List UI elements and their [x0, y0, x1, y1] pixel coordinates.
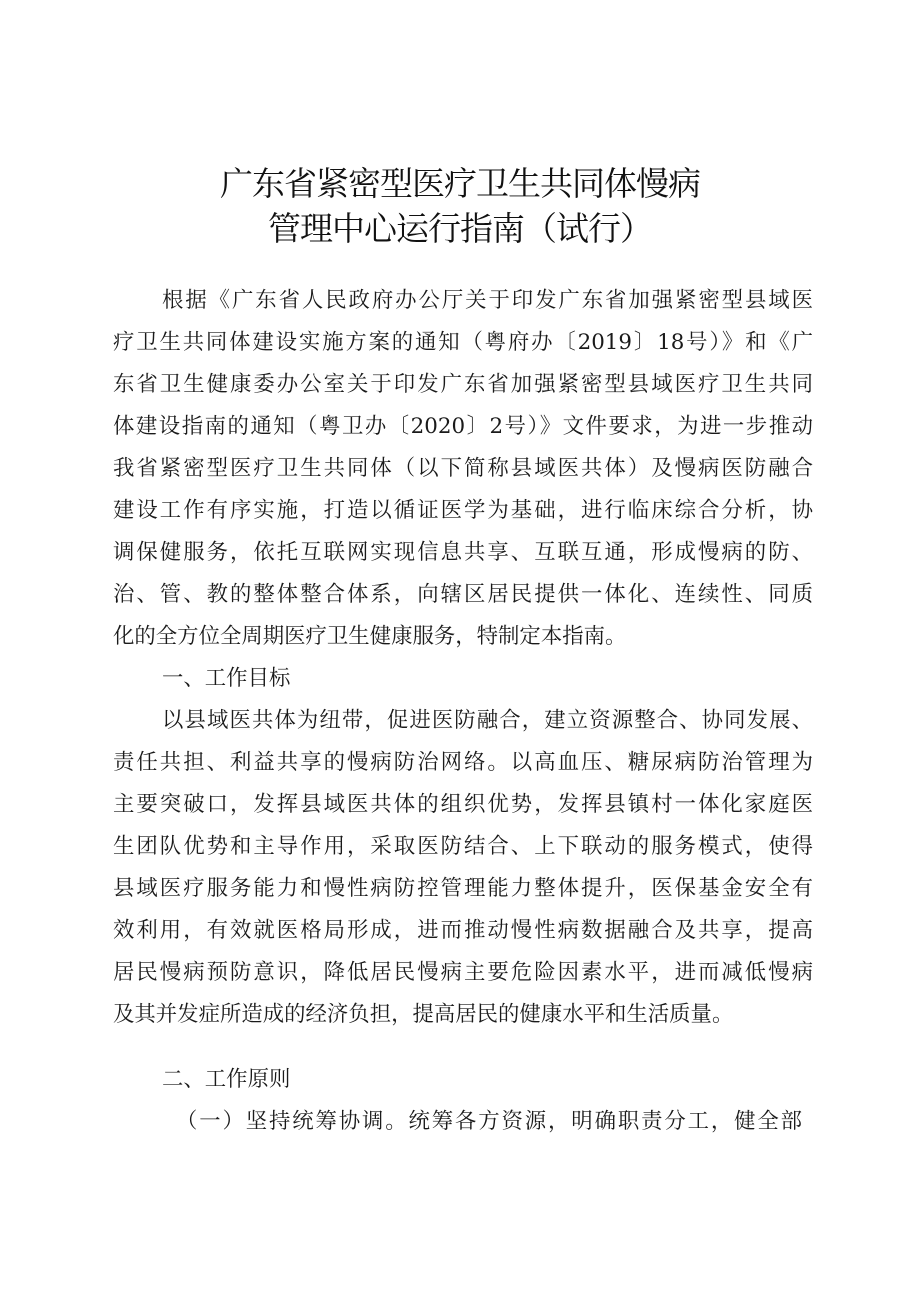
- paragraph-line: 责任共担、利益共享的慢病防治网络。以高血压、糖尿病防治管理为: [113, 750, 813, 775]
- paragraph-line: 化的全方位全周期医疗卫生健康服务，特制定本指南。: [113, 624, 627, 649]
- section-heading: 二、工作原则: [162, 1067, 291, 1092]
- paragraph-line: 建设工作有序实施，打造以循证医学为基础，进行临床综合分析，协: [113, 498, 813, 523]
- document-title-line-2: 管理中心运行指南（试行）: [268, 209, 652, 248]
- paragraph-line: 根据《广东省人民政府办公厅关于印发广东省加强紧密型县域医: [162, 288, 813, 313]
- paragraph-line: 主要突破口，发挥县域医共体的组织优势，发挥县镇村一体化家庭医: [113, 792, 813, 817]
- document-title-line-1: 广东省紧密型医疗卫生共同体慢病: [220, 164, 700, 203]
- paragraph-line: 居民慢病预防意识，降低居民慢病主要危险因素水平，进而减低慢病: [113, 960, 813, 985]
- paragraph-line: 体建设指南的通知（粤卫办〔2020〕2号）》文件要求，为进一步推动: [113, 414, 813, 439]
- paragraph-line: 调保健服务，依托互联网实现信息共享、互联互通，形成慢病的防、: [113, 540, 813, 565]
- paragraph-line: 东省卫生健康委办公室关于印发广东省加强紧密型县域医疗卫生共同: [113, 372, 813, 397]
- paragraph-line: （一）坚持统筹协调。统筹各方资源，明确职责分工，健全部: [176, 1109, 802, 1134]
- paragraph-line: 以县域医共体为纽带，促进医防融合，建立资源整合、协同发展、: [162, 708, 813, 733]
- section-heading: 一、工作目标: [162, 666, 291, 691]
- paragraph-line: 生团队优势和主导作用，采取医防结合、上下联动的服务模式，使得: [113, 834, 813, 859]
- paragraph-line: 及其并发症所造成的经济负担，提高居民的健康水平和生活质量。: [113, 1002, 734, 1027]
- paragraph-line: 治、管、教的整体整合体系，向辖区居民提供一体化、连续性、同质: [113, 582, 813, 607]
- paragraph-line: 疗卫生共同体建设实施方案的通知（粤府办〔2019〕18号）》和《广: [113, 330, 813, 355]
- paragraph-line: 我省紧密型医疗卫生共同体（以下简称县域医共体）及慢病医防融合: [113, 456, 813, 481]
- paragraph-line: 效利用，有效就医格局形成，进而推动慢性病数据融合及共享，提高: [113, 918, 813, 943]
- paragraph-line: 县域医疗服务能力和慢性病防控管理能力整体提升，医保基金安全有: [113, 876, 813, 901]
